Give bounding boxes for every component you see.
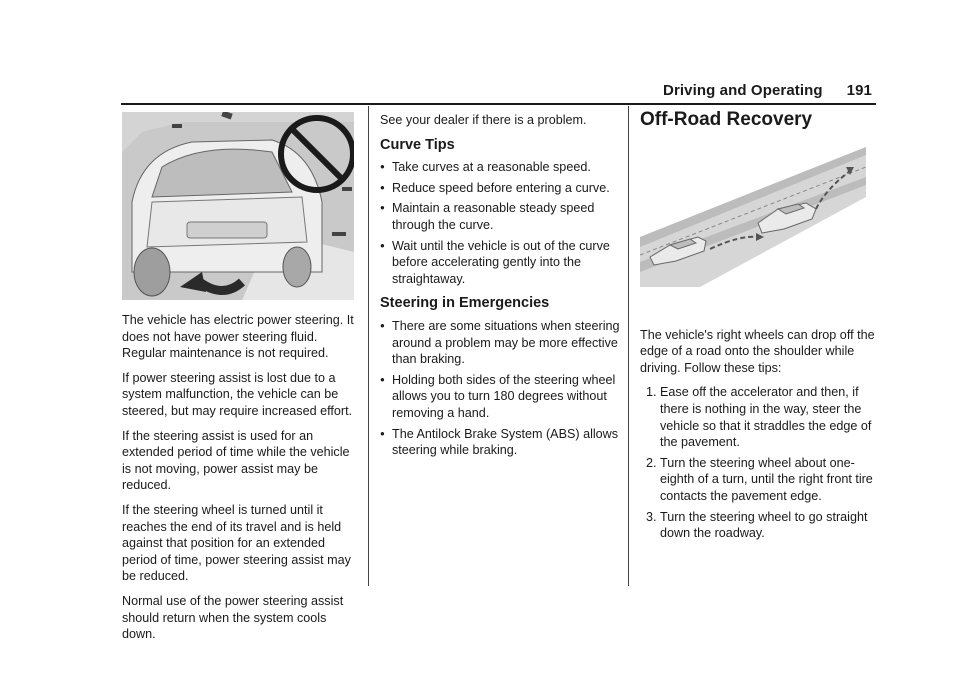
curve-tips-heading: Curve Tips [380, 136, 455, 153]
list-item: ● Take curves at a reasonable speed. [380, 159, 620, 176]
step-text: Ease off the accelerator and then, if there is nothing in the way, steer the vehicle so that it straddles the edge of the pavement. [660, 385, 872, 450]
curve-tips-list [380, 159, 620, 287]
step-number: 3. [646, 509, 657, 524]
list-item: ● Maintain a reasonable steady speed through the curve. [380, 200, 620, 233]
list-item [640, 455, 876, 505]
recovery-steps [640, 384, 876, 541]
paragraph-2: If power steering assist is lost due to a system malfunction, the vehicle can be steered, but may require increased effort. [122, 370, 353, 418]
paragraph-4: If the steering wheel is turned until it reaches the end of its travel and is held against that position for an extended period of time, power steering assist may be reduced. [122, 502, 351, 584]
running-header [663, 82, 872, 99]
list-item [640, 384, 876, 450]
section-title: Driving and Operating [663, 82, 823, 99]
page-number: 191 [846, 82, 872, 99]
car-steering-prohibited-illustration [122, 112, 354, 300]
paragraph-5: Normal use of the power steering assist should return when the system cools down. [122, 593, 344, 642]
list-item: ● Reduce speed before entering a curve. [380, 180, 620, 197]
list-item: ● There are some situations when steering around a problem may be more effective than braking. [380, 318, 620, 368]
paragraph-1: The vehicle has electric power steering. It does not have power steering fluid. Regular maintenance is not required. [122, 313, 354, 361]
list-item: ● The Antilock Brake System (ABS) allows steering while braking. [380, 426, 620, 459]
step-text: Turn the steering wheel about one-eighth of a turn, until the right front tire contacts the pavement edge. [660, 455, 873, 503]
off-road-intro: The vehicle's right wheels can drop off the edge of a road onto the shoulder while driving. Follow these tips: [640, 327, 875, 375]
list-item: ● Wait until the vehicle is out of the curve before accelerating gently into the straightaway. [380, 238, 620, 288]
emergencies-heading: Steering in Emergencies [380, 295, 550, 312]
dealer-note: See your dealer if there is a problem. [380, 113, 587, 127]
header-rule [121, 103, 876, 105]
list-item: ● Holding both sides of the steering wheel allows you to turn 180 degrees without removing a hand. [380, 372, 620, 422]
paragraph-3: If the steering assist is used for an extended period of time while the vehicle is not moving, power assist may be reduced. [122, 428, 350, 493]
column-2 [380, 112, 620, 467]
column-1 [122, 112, 358, 651]
column-3 [640, 109, 876, 546]
emergencies-list [380, 318, 620, 459]
column-divider-1 [368, 106, 369, 586]
step-number: 2. [646, 455, 657, 470]
column-divider-2 [628, 106, 629, 586]
step-number: 1. [646, 385, 657, 400]
off-road-recovery-heading: Off-Road Recovery [640, 109, 813, 130]
off-road-recovery-illustration [640, 137, 866, 287]
step-text: Turn the steering wheel to go straight down the roadway. [660, 509, 868, 541]
list-item [640, 509, 876, 542]
